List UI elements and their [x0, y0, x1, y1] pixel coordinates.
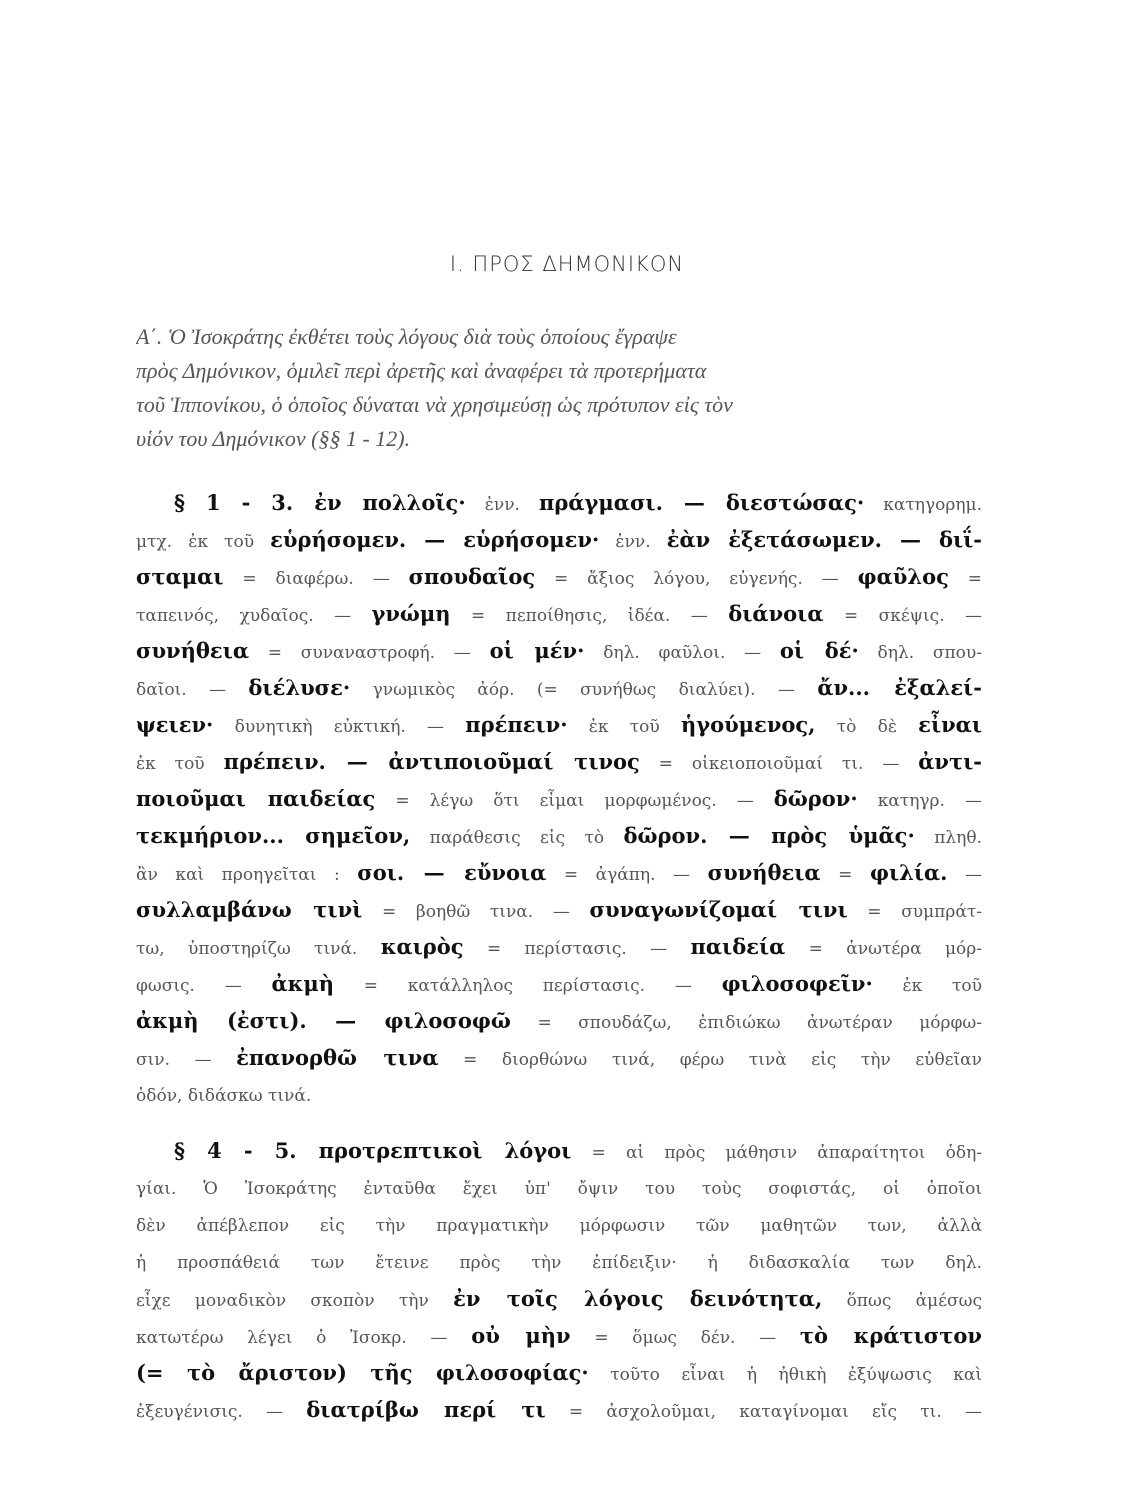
lemma-text: πράγμασι. — διεστώσας· [539, 490, 865, 515]
commentary-line [136, 854, 982, 891]
summary-line: υἱόν του Δημόνικον (§§ 1 - 12). [136, 426, 411, 451]
gloss-text: = διαφέρω. — [223, 569, 409, 589]
lemma-text: σταμαι [136, 564, 224, 589]
lemma-text: πρέπειν. — ἀντιποιοῦμαί τινος [223, 749, 640, 774]
lemma-text: (= τὸ ἄριστον) τῆς φιλοσοφίας· [136, 1360, 589, 1385]
gloss-text: = συμπράτ- [847, 902, 982, 922]
commentary-line [136, 1169, 982, 1206]
commentary-line [136, 780, 982, 817]
gloss-text: ἡ προσπάθειά των ἔτεινε πρὸς τὴν ἐπίδειξιν· ἡ διδασκαλία των δηλ. [136, 1253, 982, 1273]
lemma-text: δῶρον. — πρὸς ὑμᾶς· [623, 823, 915, 848]
page-heading: Ι. ΠΡΟΣ ΔΗΜΟΝΙΚΟΝ [449, 252, 685, 276]
gloss-text: τω, ὑποστηρίζω τινά. [136, 939, 381, 959]
lemma-text: διέλυσε· [248, 675, 351, 700]
lemma-text: συνήθεια [707, 860, 821, 885]
commentary-line [136, 1391, 982, 1428]
commentary-line [136, 965, 982, 1002]
gloss-text: = σκέψις. — [823, 606, 982, 626]
lemma-text: οἱ δέ· [779, 638, 859, 663]
lemma-text: δῶρον· [773, 786, 858, 811]
gloss-text: = αἱ πρὸς μάθησιν ἀπαραίτητοι ὁδη- [571, 1143, 982, 1163]
gloss-text: γνωμικὸς ἀόρ. (= συνήθως διαλύει). — [350, 680, 818, 700]
commentary-line [136, 928, 982, 965]
commentary-line [136, 1076, 982, 1113]
chapter-summary [136, 320, 976, 456]
commentary-line [136, 891, 982, 928]
lemma-text: καιρὸς [380, 934, 464, 959]
gloss-text: ἂν καὶ προηγεῖται : [136, 865, 358, 885]
commentary-line [136, 1317, 982, 1354]
lemma-text: § 1 - 3. ἐν πολλοῖς· [174, 490, 466, 515]
lemma-text: ἡγούμενος, [680, 712, 816, 737]
lemma-text: τεκμήριον... σημεῖον, [136, 823, 411, 848]
lemma-text: διάνοια [728, 601, 824, 626]
gloss-text: = πεποίθησις, ἰδέα. — [450, 606, 729, 626]
lemma-text: συναγωνίζομαί τινι [589, 897, 848, 922]
gloss-text: γίαι. Ὁ Ἰσοκράτης ἐνταῦθα ἔχει ὑπ' ὄψιν του τοὺς σοφιστάς, οἱ ὁποῖοι [136, 1179, 982, 1199]
commentary-line [136, 558, 982, 595]
commentary-line [136, 669, 982, 706]
gloss-text: δηλ. φαῦλοι. — [584, 643, 780, 663]
commentary-line [136, 484, 982, 521]
lemma-text: διατρίβω περί τι [306, 1397, 546, 1422]
lemma-text: ἐὰν ἐξετάσωμεν. — διΐ- [666, 527, 982, 552]
commentary-line [136, 1354, 982, 1391]
lemma-text: φαῦλος [857, 564, 949, 589]
gloss-text: ὁδόν, διδάσκω τινά. [136, 1086, 312, 1106]
gloss-text: = [820, 865, 870, 885]
lemma-text: ἀκμὴ [271, 971, 335, 996]
commentary-line [136, 1243, 982, 1280]
gloss-text: φωσις. — [136, 976, 272, 996]
lemma-text: πρέπειν· [465, 712, 568, 737]
gloss-text: = [948, 569, 982, 589]
gloss-text: δὲν ἀπέβλεπον εἰς τὴν πραγματικὴν μόρφωσιν τῶν μαθητῶν των, ἀλλὰ [136, 1216, 982, 1236]
commentary-line [136, 743, 982, 780]
gloss-text: τὸ δὲ [815, 717, 919, 737]
lemma-text: ψειεν· [136, 712, 214, 737]
gloss-text: = κατάλληλος περίστασις. — [334, 976, 722, 996]
lemma-text: φιλοσοφεῖν· [721, 971, 873, 996]
lemma-text: τὸ κράτιστον [799, 1323, 982, 1348]
summary-line: Α΄. Ὁ Ἰσοκράτης ἐκθέτει τοὺς λόγους διὰ τοὺς ὁποίους ἔγραψε [136, 324, 677, 349]
gloss-text: = οἰκειοποιοῦμαί τι. — [639, 754, 919, 774]
gloss-text: ἐκ τοῦ [872, 976, 982, 996]
gloss-text: ἐκ τοῦ [136, 754, 224, 774]
commentary-line [136, 1280, 982, 1317]
gloss-text: δαῖοι. — [136, 680, 249, 700]
commentary-line [136, 1002, 982, 1039]
commentary-line [136, 1039, 982, 1076]
gloss-text: = ὅμως δέν. — [570, 1328, 800, 1348]
gloss-text: πληθ. [914, 828, 982, 848]
gloss-text: = ἀνωτέρα μόρ- [785, 939, 982, 959]
gloss-text: ταπεινός, χυδαῖος. — [136, 606, 372, 626]
gloss-text: = βοηθῶ τινα. — [362, 902, 590, 922]
commentary-line [136, 817, 982, 854]
gloss-text: κατωτέρω λέγει ὁ Ἰσοκρ. — [136, 1328, 472, 1348]
gloss-text: κατηγρ. — [857, 791, 982, 811]
gloss-text: δηλ. σπου- [858, 643, 982, 663]
gloss-text: = περίστασις. — [463, 939, 691, 959]
gloss-text: = σπουδάζω, ἐπιδιώκω ἀνωτέραν μόρφω- [510, 1013, 982, 1033]
lemma-text: ἐπανορθῶ τινα [236, 1045, 439, 1070]
lemma-text: εἶναι [918, 712, 982, 737]
lemma-text: οὐ μὴν [471, 1323, 571, 1348]
gloss-text: κατηγορημ. [864, 495, 982, 515]
gloss-text: εἶχε μοναδικὸν σκοπὸν τὴν [136, 1291, 454, 1311]
commentary-line [136, 521, 982, 558]
gloss-text: ἐνν. [465, 495, 540, 515]
commentary-section-4-5 [136, 1132, 982, 1428]
lemma-text: συλλαμβάνω τινὶ [136, 897, 363, 922]
lemma-text: ἀκμὴ (ἐστι). — φιλοσοφῶ [136, 1008, 511, 1033]
lemma-text: παιδεία [690, 934, 786, 959]
gloss-text: ὅπως ἀμέσως [822, 1291, 982, 1311]
lemma-text: ποιοῦμαι παιδείας [136, 786, 376, 811]
gloss-text: = λέγω ὅτι εἶμαι μορφωμένος. — [375, 791, 774, 811]
gloss-text: — [947, 865, 982, 885]
gloss-text: ἐξευγένισις. — [136, 1402, 307, 1422]
commentary-line [136, 595, 982, 632]
gloss-text: δυνητικὴ εὐκτική. — [213, 717, 466, 737]
commentary-line [136, 706, 982, 743]
lemma-text: § 4 - 5. προτρεπτικοὶ λόγοι [174, 1138, 572, 1163]
gloss-text: ἐκ τοῦ [567, 717, 681, 737]
lemma-text: ἄν... ἐξαλεί- [817, 675, 982, 700]
commentary-section-1-3 [136, 484, 982, 1113]
lemma-text: σπουδαῖος [408, 564, 536, 589]
lemma-text: γνώμη [371, 601, 451, 626]
lemma-text: φιλία. [869, 860, 948, 885]
lemma-text: οἱ μέν· [489, 638, 585, 663]
gloss-text: = διορθώνω τινά, φέρω τινὰ εἰς τὴν εὐθεῖαν [438, 1050, 982, 1070]
lemma-text: ἐν τοῖς λόγοις δεινότητα, [453, 1286, 823, 1311]
gloss-text: = ἄξιος λόγου, εὐγενής. — [535, 569, 858, 589]
gloss-text: = ἀγάπη. — [546, 865, 708, 885]
gloss-text: μτχ. ἐκ τοῦ [136, 532, 271, 552]
gloss-text: τοῦτο εἶναι ἡ ἠθικὴ ἐξύψωσις καὶ [588, 1365, 982, 1385]
gloss-text: σιν. — [136, 1050, 237, 1070]
gloss-text: = ἀσχολοῦμαι, καταγίνομαι εἴς τι. — [545, 1402, 982, 1422]
lemma-text: συνήθεια [136, 638, 249, 663]
summary-line: τοῦ Ἱππονίκου, ὁ ὁποῖος δύναται νὰ χρησιμεύσῃ ὡς πρότυπον εἰς τὸν [136, 392, 733, 417]
gloss-text: παράθεσις εἰς τὸ [410, 828, 624, 848]
gloss-text: = συναναστροφή. — [249, 643, 490, 663]
lemma-text: εὑρήσομεν. — εὑρήσομεν· [270, 527, 600, 552]
lemma-text: ἀντι- [918, 749, 982, 774]
gloss-text: ἐνν. [599, 532, 667, 552]
summary-line: πρὸς Δημόνικον, ὁμιλεῖ περὶ ἀρετῆς καὶ ἀναφέρει τὰ προτερήματα [136, 358, 707, 383]
commentary-line [136, 1206, 982, 1243]
commentary-line [136, 1132, 982, 1169]
commentary-line [136, 632, 982, 669]
lemma-text: σοι. — εὔνοια [357, 860, 547, 885]
